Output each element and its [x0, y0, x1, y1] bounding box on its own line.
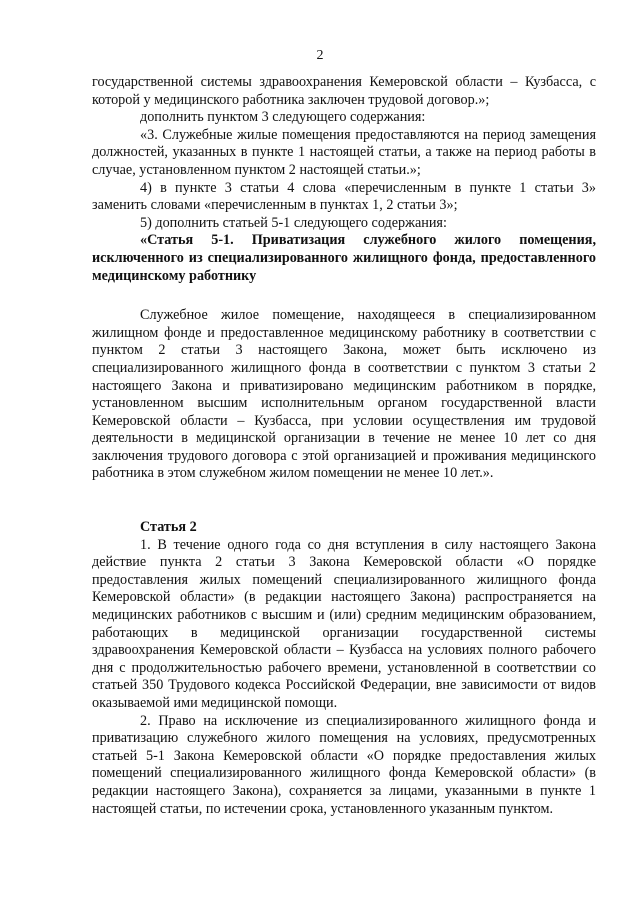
- article-5-1-body: Служебное жилое помещение, находящееся в специализированном жилищном фонде и предоставленное медицинскому работнику в соответствии с пунктом 2 статьи 3 настоящего Закона, может быть исключено из специализированного жилищного фонда в соответствии с пунктом 3 статьи 2 настоящего Закона и приватизировано медицинским работником в порядке, установленном высшим исполнительным органом государственной власти Кемеровской области – Кузбасса, при условии осуществления им трудовой деятельности в медицинской организации в течение не менее 10 лет со дня заключения трудового договора с этой организацией и проживания медицинского работника в этом служебном жилом помещении не менее 10 лет.».: [92, 307, 596, 482]
- spacer: [92, 285, 596, 307]
- paragraph-add-point-3: дополнить пунктом 3 следующего содержания:: [140, 109, 426, 126]
- paragraph-item-4: 4) в пункте 3 статьи 4 слова «перечисленным в пункте 1 статьи 3» заменить словами «перечисленным в пунктах 1, 2 статьи 3»;: [92, 179, 596, 214]
- document-body: [92, 74, 596, 818]
- paragraph-item-5: 5) дополнить статьей 5-1 следующего содержания:: [140, 214, 447, 231]
- paragraph-continuation: государственной системы здравоохранения Кемеровской области – Кузбасса, с которой у медицинского работника заключен трудовой договор.»;: [92, 74, 596, 108]
- page-number: 2: [316, 48, 324, 63]
- spacer: [92, 483, 596, 519]
- article-2-paragraph-2: 2. Право на исключение из специализированного жилищного фонда и приватизацию служебного жилого помещения на условиях, предусмотренных статьей 5-1 Закона Кемеровской области «О порядке предоставления жилых помещений специализированного жилищного фонда Кемеровской области» (в редакции настоящего Закона), сохраняется за лицами, указанными в пункте 1 настоящей статьи, по истечении срока, установленного указанным пунктом.: [92, 712, 596, 817]
- paragraph-point-3-text: «3. Служебные жилые помещения предоставляются на период замещения должностей, указанных в пункте 1 настоящей статьи, а также на период работы в случае, установленном пунктом 2 настоящей статьи.»;: [92, 126, 596, 178]
- article-5-1-title: «Статья 5-1. Приватизация служебного жилого помещения, исключенного из специализированного жилищного фонда, предоставленного медицинскому работнику: [92, 232, 596, 284]
- article-2-paragraph-1: 1. В течение одного года со дня вступления в силу настоящего Закона действие пункта 2 статьи 3 Закона Кемеровской области «О порядке предоставления жилых помещений специализированного жилищного фонда Кемеровской области» (в редакции настоящего Закона) распространяется на медицинских работников с высшим и (или) средним медицинским образованием, работающих в медицинской организации государственной системы здравоохранения Кемеровской области – Кузбасса на условиях полного рабочего дня с продолжительностью рабочего времени, установленной в соответствии со статьей 350 Трудового кодекса Российской Федерации, вне зависимости от видов оказываемой ими медицинской помощи.: [92, 536, 596, 711]
- article-2-heading: Статья 2: [140, 519, 197, 536]
